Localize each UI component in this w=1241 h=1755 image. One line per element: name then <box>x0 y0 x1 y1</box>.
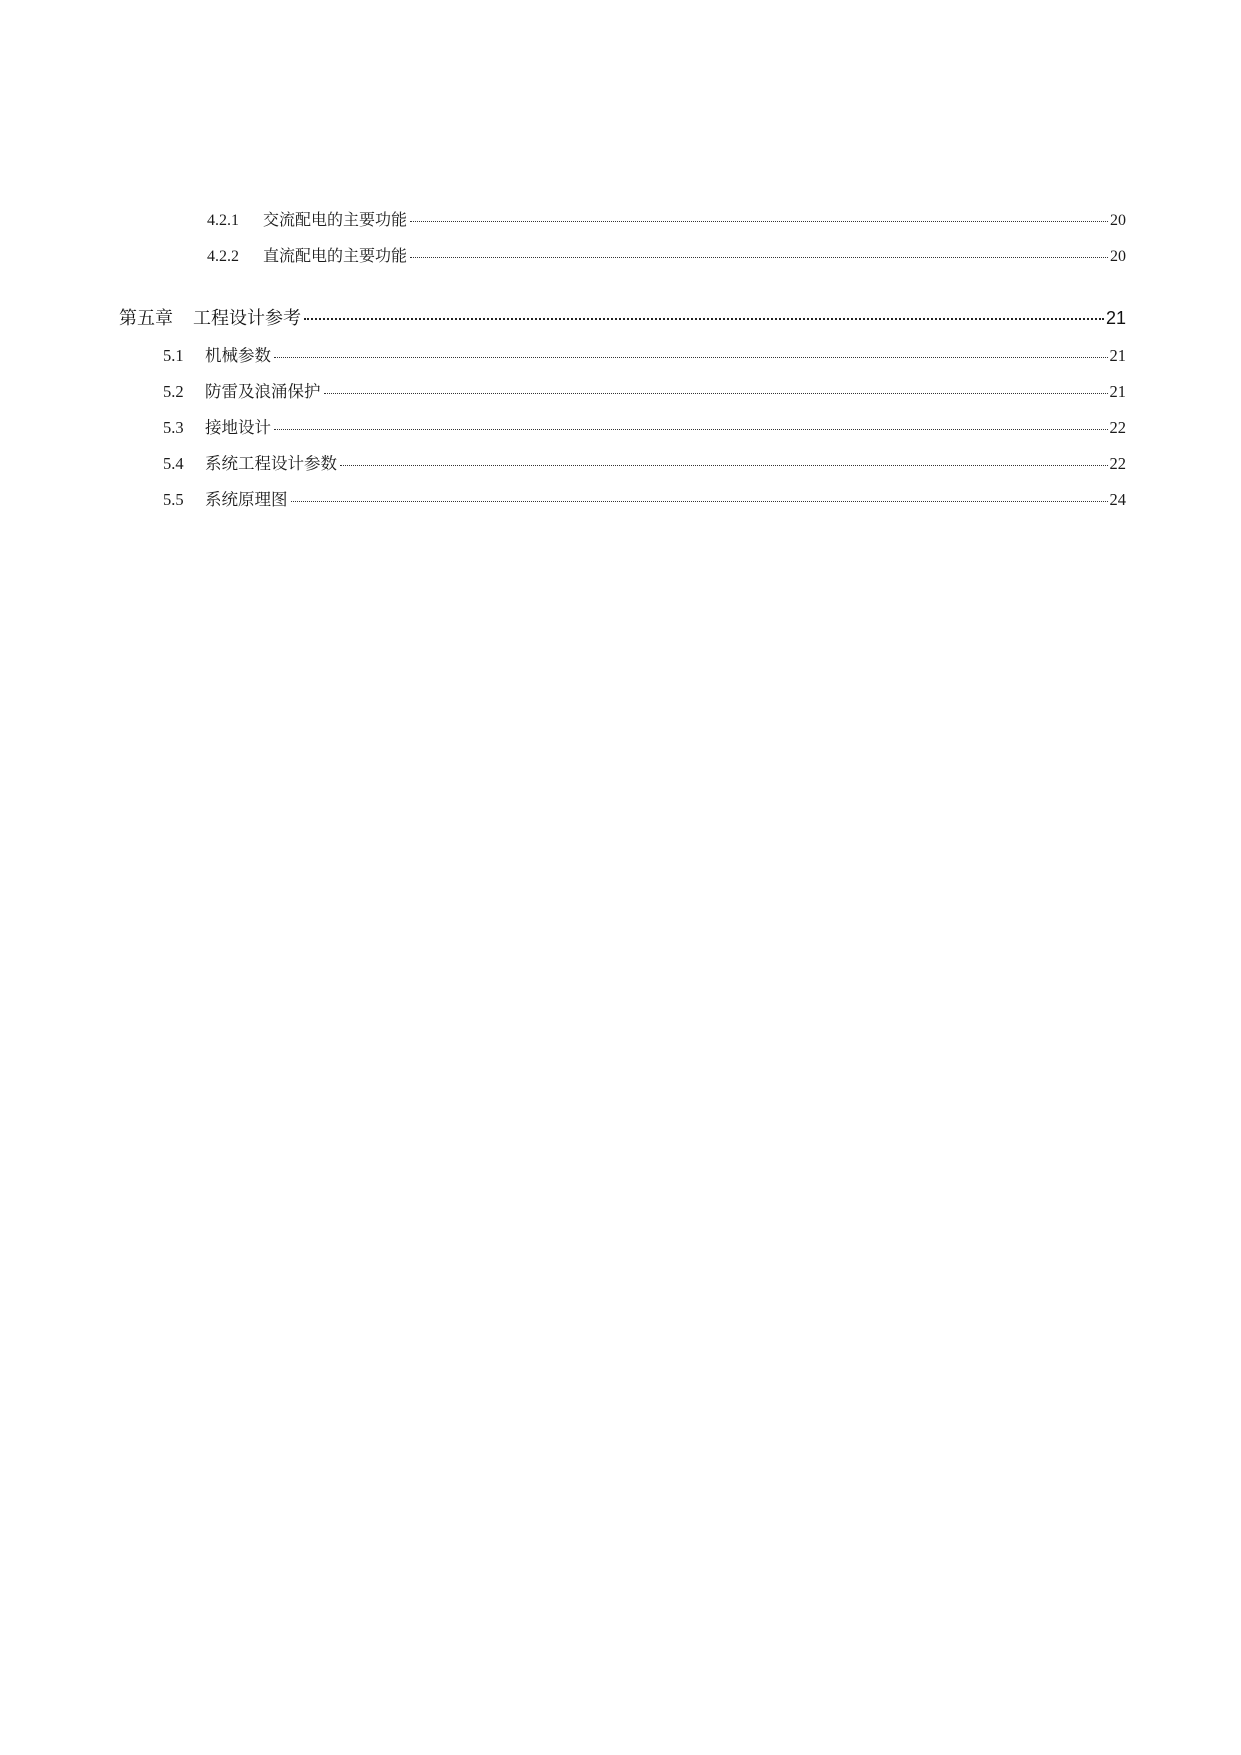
toc-entry-title: 系统原理图 <box>205 490 288 509</box>
dot-leader <box>304 306 1104 324</box>
toc-entry-page: 22 <box>1109 418 1126 437</box>
toc-chapter-5[interactable] <box>119 304 1126 330</box>
dot-leader <box>291 489 1108 506</box>
dot-leader <box>340 453 1108 470</box>
toc-entry-number: 5.3 <box>163 418 184 437</box>
toc-entry-title: 交流配电的主要功能 <box>263 212 408 229</box>
toc-entry-5-2[interactable] <box>163 378 1126 402</box>
toc-entry-page: 24 <box>1109 490 1126 509</box>
toc-entry-number: 5.4 <box>163 454 184 473</box>
toc-entry-number: 5.1 <box>163 346 184 365</box>
toc-entry-title: 系统工程设计参数 <box>205 454 337 473</box>
toc-entry-page: 22 <box>1109 454 1126 473</box>
toc-entry-5-4[interactable] <box>163 450 1126 474</box>
toc-entry-page: 20 <box>1110 248 1126 265</box>
toc-entry-page: 21 <box>1109 382 1126 401</box>
toc-entry-5-3[interactable] <box>163 414 1126 438</box>
toc-entry-number: 5.2 <box>163 382 184 401</box>
toc-entry-number: 4.2.2 <box>207 248 239 265</box>
toc-entry-title: 防雷及浪涌保护 <box>205 382 321 401</box>
toc-entry-number: 4.2.1 <box>207 212 239 229</box>
dot-leader <box>410 209 1108 225</box>
toc-entry-5-1[interactable] <box>163 342 1126 366</box>
toc-entry-4-2-1[interactable] <box>207 207 1126 230</box>
dot-leader <box>274 417 1108 434</box>
toc-entry-page: 21 <box>1109 346 1126 365</box>
toc-chapter-page: 21 <box>1105 308 1126 328</box>
toc-entry-title: 直流配电的主要功能 <box>263 248 408 265</box>
toc-chapter-title: 工程设计参考 <box>193 308 301 328</box>
toc-entry-page: 20 <box>1110 212 1126 229</box>
dot-leader <box>410 245 1108 261</box>
dot-leader <box>324 381 1108 398</box>
toc-entry-title: 机械参数 <box>205 346 271 365</box>
toc-entry-4-2-2[interactable] <box>207 243 1126 266</box>
toc-entry-title: 接地设计 <box>205 418 271 437</box>
dot-leader <box>274 345 1108 362</box>
toc-entry-number: 5.5 <box>163 490 184 509</box>
toc-chapter-number: 第五章 <box>119 308 173 328</box>
toc-entry-5-5[interactable] <box>163 486 1126 510</box>
